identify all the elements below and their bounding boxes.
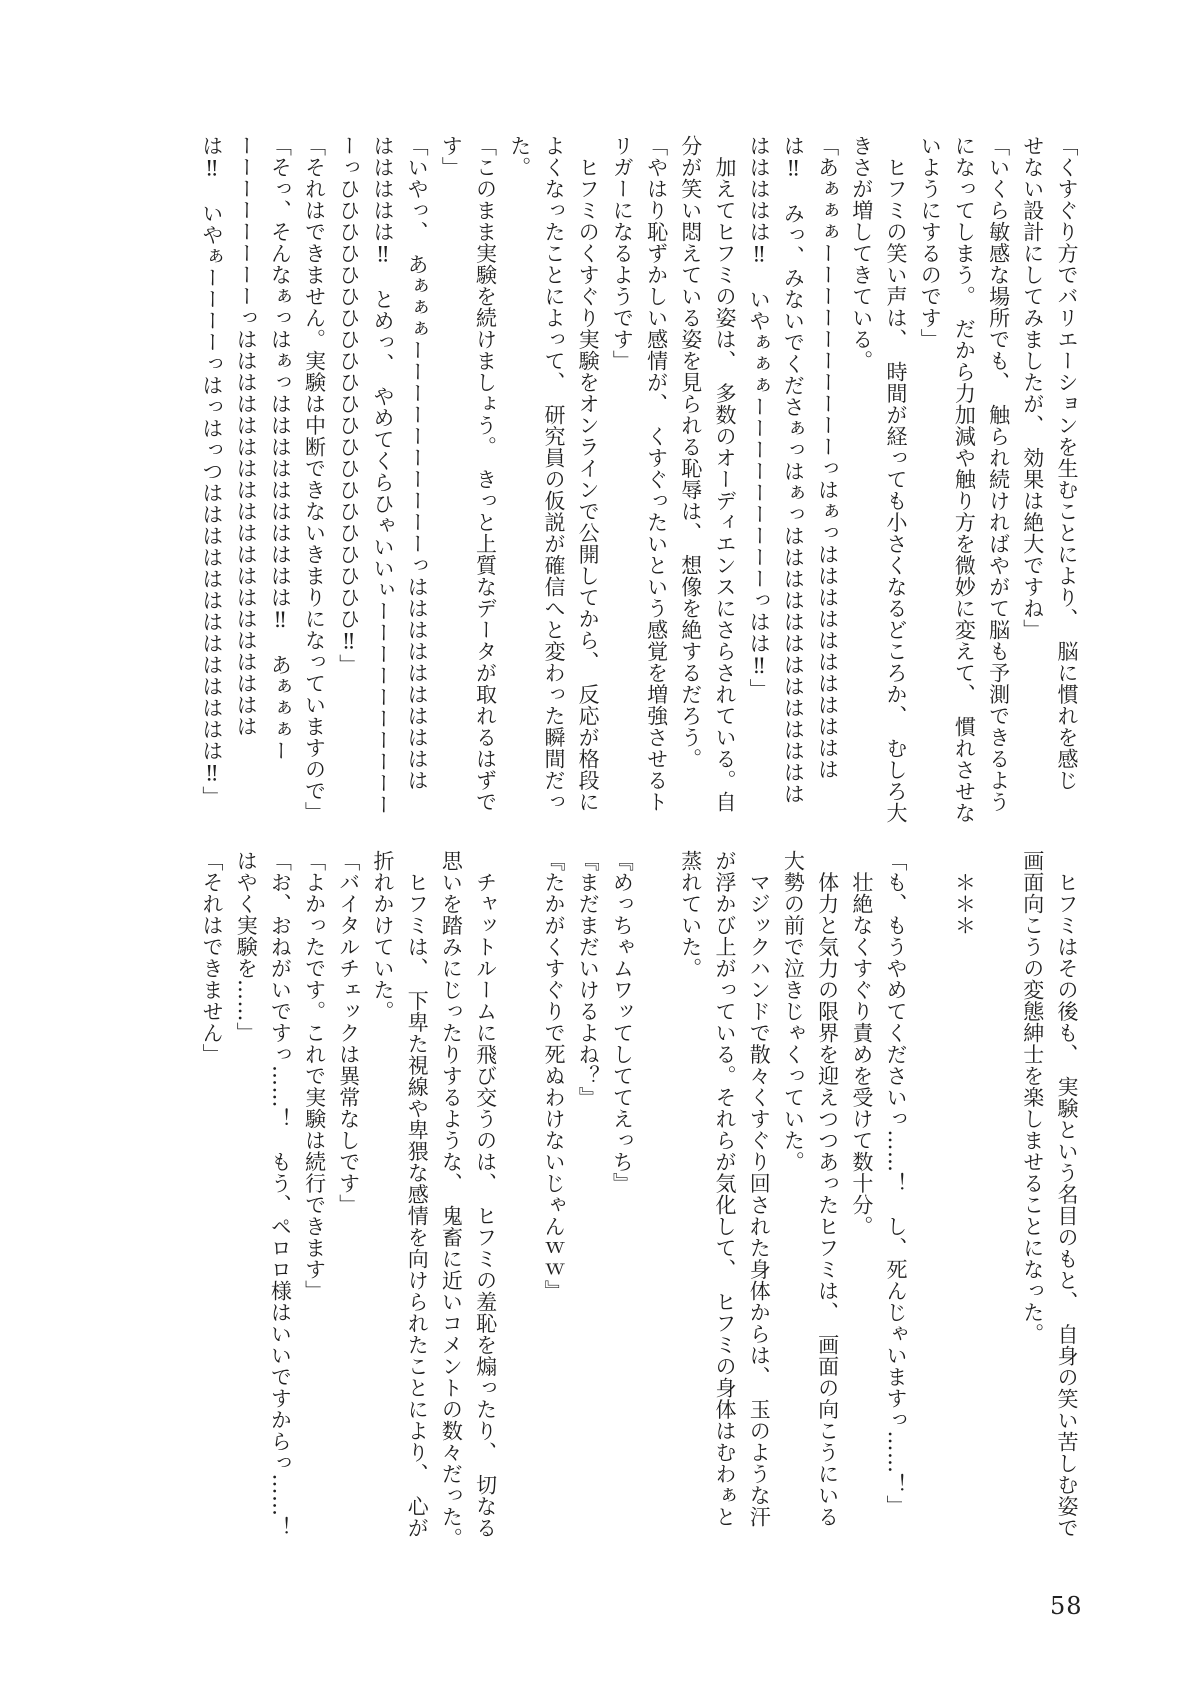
text-line: きさが増してきている。 (849, 135, 874, 372)
text-line: は‼ みっ、みないでくださぁっはぁっははははははははははははは (781, 135, 806, 805)
text-line: 大勢の前で泣きじゃくっていた。 (781, 850, 806, 1173)
text-line: よくなったことによって、 研究員の仮説が確信へと変わった瞬間だっ (541, 135, 566, 813)
text-line: 「バイタルチェックは異常なしです」 (336, 850, 361, 1216)
text-line (981, 850, 1015, 1580)
text-line: 「も、もうやめてくださいっ……！ し、死んじゃいますっ……！」 (884, 850, 909, 1517)
text-line: ＊＊＊ (952, 850, 977, 936)
text-line: 「それはできません」 (199, 850, 224, 1065)
text-line: 「お、おねがいですっ……！ もう、ペロロ様はいいですからっ……！ (268, 850, 293, 1538)
text-line: 折れかけていた。 (371, 850, 395, 1022)
text-line: 思いを踏みにじったりするような、 鬼畜に近いコメントの数々だった。 (439, 850, 464, 1549)
text-line: 「そっ、そんなぁっはぁっはははははははははは‼ あぁぁぁー (268, 135, 293, 762)
text-line: 「いやっ、 あぁぁぁーーーーーーーーーーっはははははははははは (405, 135, 430, 791)
top-text-block (195, 135, 1084, 865)
text-line: 『めっちゃムワッてしててえっち』 (610, 850, 635, 1194)
text-line: が浮かび上がっている。それらが気化して、 ヒフミの身体はむわぁと (713, 850, 737, 1528)
text-line: 画面向こうの変態紳士を楽しませることになった。 (1020, 850, 1045, 1345)
bottom-text-block (195, 850, 1084, 1580)
text-line: ーっひひひひひひひひひひひひひひひひひひひひひ‼」 (336, 135, 361, 676)
text-line: 体力と気力の限界を迎えつつあったヒフミは、 画面の向こうにいる (815, 850, 840, 1528)
text-line: ははははは‼ いやぁぁぁーーーーーーーーーっはは‼」 (747, 135, 772, 700)
text-line: す」 (439, 135, 464, 178)
text-line: 「やはり恥ずかしい感情が、 くすぐったいという感覚を増強させるト (644, 135, 669, 813)
text-line: リガーになるようです」 (610, 135, 635, 372)
text-line: ヒフミのくすぐり実験をオンラインで公開してから、 反応が格段に (576, 135, 601, 813)
text-line: た。 (507, 135, 532, 178)
text-line: ヒフミはその後も、 実験という名目のもと、 自身の笑い苦しむ姿で (1055, 850, 1079, 1539)
text-line: せない設計にしてみましたが、 効果は絶大ですね」 (1020, 135, 1045, 641)
text-line: 「いくら敏感な場所でも、 触られ続ければやがて脳も予測できるよう (986, 135, 1011, 813)
text-line: になってしまう。 だから力加減や触り方を微妙に変えて、 慣れさせな (952, 135, 977, 824)
text-line: 蒸れていた。 (678, 850, 703, 979)
text-line: ヒフミは、 下卑た視線や卑猥な感情を向けられたことにより、 心が (405, 850, 430, 1539)
text-line: 「それはできません。実験は中断できないきまりになっていますので」 (302, 135, 327, 823)
text-line: いようにするのです」 (918, 135, 943, 350)
text-line: 「このまま実験を続けましょう。 きっと上質なデータが取れるはずで (473, 135, 498, 813)
text-line: は‼ いやぁーーーーっはっはっつははははははははははははは‼」 (199, 135, 224, 808)
text-line: 『まだまだいけるよね？』 (576, 850, 601, 1108)
text-line: 「よかったです。これで実験は続行できます」 (302, 850, 327, 1302)
text-line: ーーーーーーーーっははははははははははははははははははは (234, 135, 259, 737)
text-line: ヒフミの笑い声は、 時間が経っても小さくなるどころか、 むしろ大 (883, 135, 908, 824)
text-line: マジックハンドで散々くすぐり回された身体からは、 玉のような汗 (747, 850, 772, 1528)
text-line (913, 850, 947, 1580)
text-line (639, 850, 673, 1580)
text-line (503, 850, 537, 1580)
text-line: 「あぁぁぁーーーーーーーーーーっはぁっははははははははははは (815, 135, 840, 780)
text-line: 『たかがくすぐりで死ぬわけないじゃんｗｗ』 (542, 850, 566, 1302)
text-line: チャットルームに飛び交うのは、 ヒフミの羞恥を煽ったり、 切なる (473, 850, 498, 1539)
text-line: 壮絶なくすぐり責めを受けて数十分。 (849, 850, 874, 1237)
text-line: 「くすぐり方でバリエーションを生むことにより、 脳に慣れを感じ (1055, 135, 1079, 791)
text-line: 加えてヒフミの姿は、 多数のオーディエンスにさらされている。自 (712, 135, 737, 813)
text-line: ははははは‼ とめっ、 やめてくらひゃいいぃーーーーーーーーーー (370, 135, 395, 816)
page-number: 58 (1050, 1592, 1083, 1620)
text-line: はやく実験を……」 (234, 850, 259, 1044)
text-line: 分が笑い悶えている姿を見られる恥辱は、 想像を絶するだろう。 (678, 135, 703, 770)
